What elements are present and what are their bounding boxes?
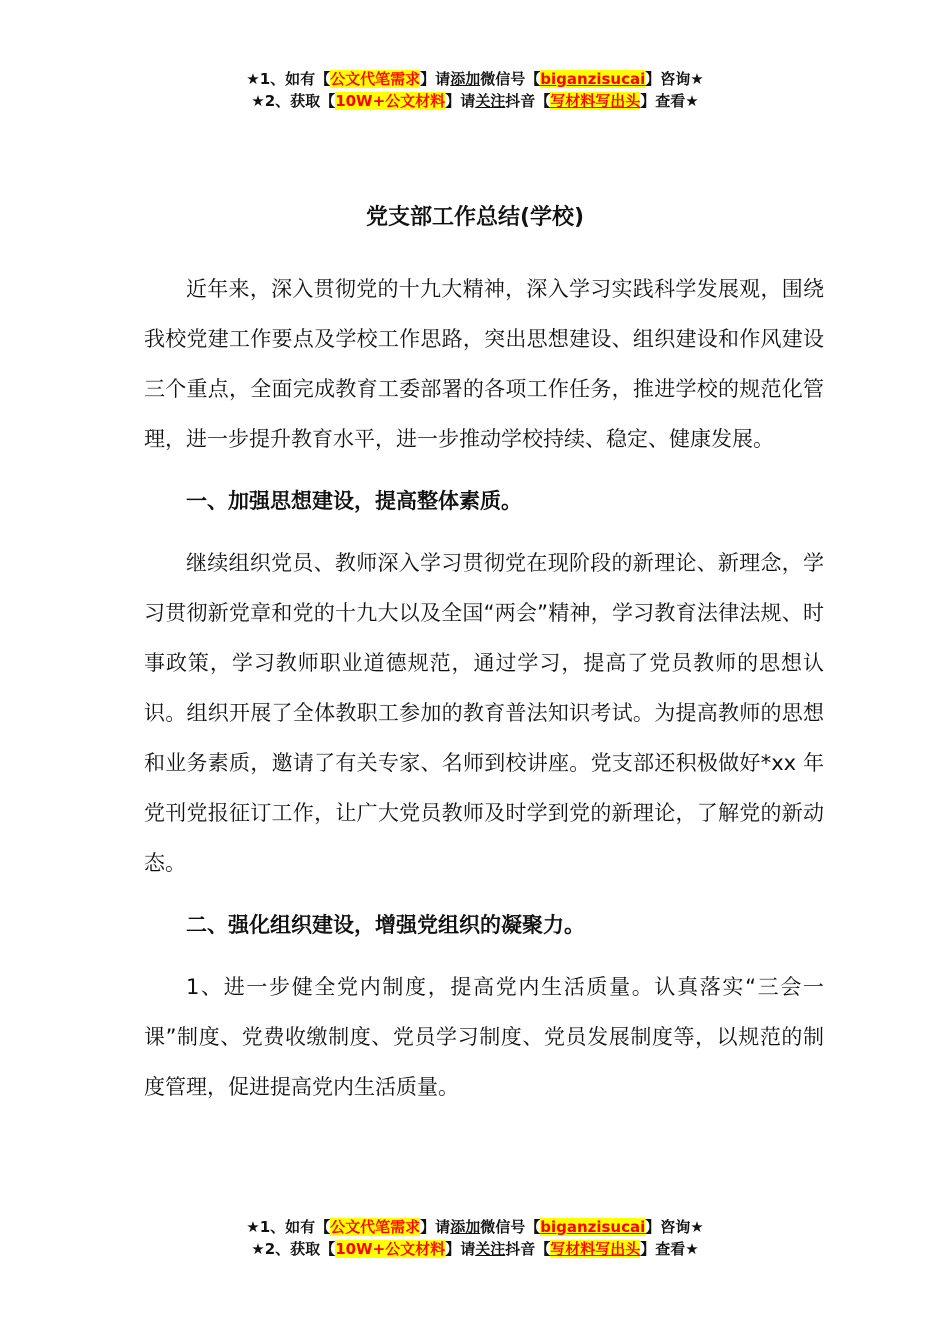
promo-line-1	[0, 68, 950, 90]
promo-wechat-id: biganzisucai	[540, 1218, 646, 1236]
promo-text: ★2、获取【	[251, 1240, 336, 1258]
promo-underlined-text: 关注	[475, 92, 506, 110]
promo-text: 微信号【	[480, 70, 541, 88]
promo-douyin-account: 写材料写出头	[550, 1240, 641, 1258]
paragraph-intro: 近年来，深入贯彻党的十九大精神，深入学习实践科学发展观，围绕我校党建工作要点及学校工作思路，突出思想建设、组织建设和作风建设三个重点，全面完成教育工委部署的各项工作任务，推进学校的规范化管理，进一步提升教育水平，进一步推动学校持续、稳定、健康发展。	[144, 277, 824, 451]
promo-douyin-account: 写材料写出头	[550, 92, 641, 110]
promo-line-1	[0, 1216, 950, 1238]
section-heading-1: 一、加强思想建设，提高整体素质。	[186, 489, 522, 513]
document-body	[144, 264, 824, 1112]
promo-underlined-text: 添加	[450, 70, 481, 88]
promo-highlight-service: 公文代笔需求	[330, 70, 421, 88]
promo-text: ★2、获取【	[251, 92, 336, 110]
promo-text: ★1、如有【	[246, 1218, 331, 1236]
promo-highlight-materials: 10W+公文材料	[335, 1240, 446, 1258]
promo-text: 抖音【	[505, 92, 551, 110]
promo-text: 】查看★	[640, 92, 699, 110]
promo-text: 微信号【	[480, 1218, 541, 1236]
promo-text: 】请	[420, 70, 451, 88]
promo-text: 】请	[420, 1218, 451, 1236]
promo-underlined-text: 添加	[450, 1218, 481, 1236]
promo-text: 抖音【	[505, 1240, 551, 1258]
promo-text: 】请	[445, 1240, 476, 1258]
promo-wechat-id: biganzisucai	[540, 70, 646, 88]
promo-text: 】请	[445, 92, 476, 110]
promo-text: 】咨询★	[645, 70, 704, 88]
promo-highlight-materials: 10W+公文材料	[335, 92, 446, 110]
promo-text: 】咨询★	[645, 1218, 704, 1236]
promo-highlight-service: 公文代笔需求	[330, 1218, 421, 1236]
promo-line-2	[0, 90, 950, 112]
document-title: 党支部工作总结(学校)	[365, 205, 585, 230]
promo-banner-bottom	[0, 1216, 950, 1260]
promo-underlined-text: 关注	[475, 1240, 506, 1258]
promo-text: ★1、如有【	[246, 70, 331, 88]
promo-banner-top	[0, 68, 950, 112]
promo-line-2	[0, 1238, 950, 1260]
promo-text: 】查看★	[640, 1240, 699, 1258]
paragraph-section-2-item-1: 1、进一步健全党内制度，提高党内生活质量。认真落实“三会一课”制度、党费收缴制度、党员学习制度、党员发展制度等，以规范的制度管理，促进提高党内生活质量。	[144, 975, 824, 1099]
section-heading-2: 二、强化组织建设，增强党组织的凝聚力。	[186, 913, 585, 937]
paragraph-section-1: 继续组织党员、教师深入学习贯彻党在现阶段的新理论、新理念，学习贯彻新党章和党的十九大以及全国“两会”精神，学习教育法律法规、时事政策，学习教师职业道德规范，通过学习，提高了党员教师的思想认识。组织开展了全体教职工参加的教育普法知识考试。为提高教师的思想和业务素质，邀请了有关专家、名师到校讲座。党支部还积极做好*xx 年党刊党报征订工作，让广大党员教师及时学到党的新理论，了解党的新动态。	[144, 551, 824, 875]
